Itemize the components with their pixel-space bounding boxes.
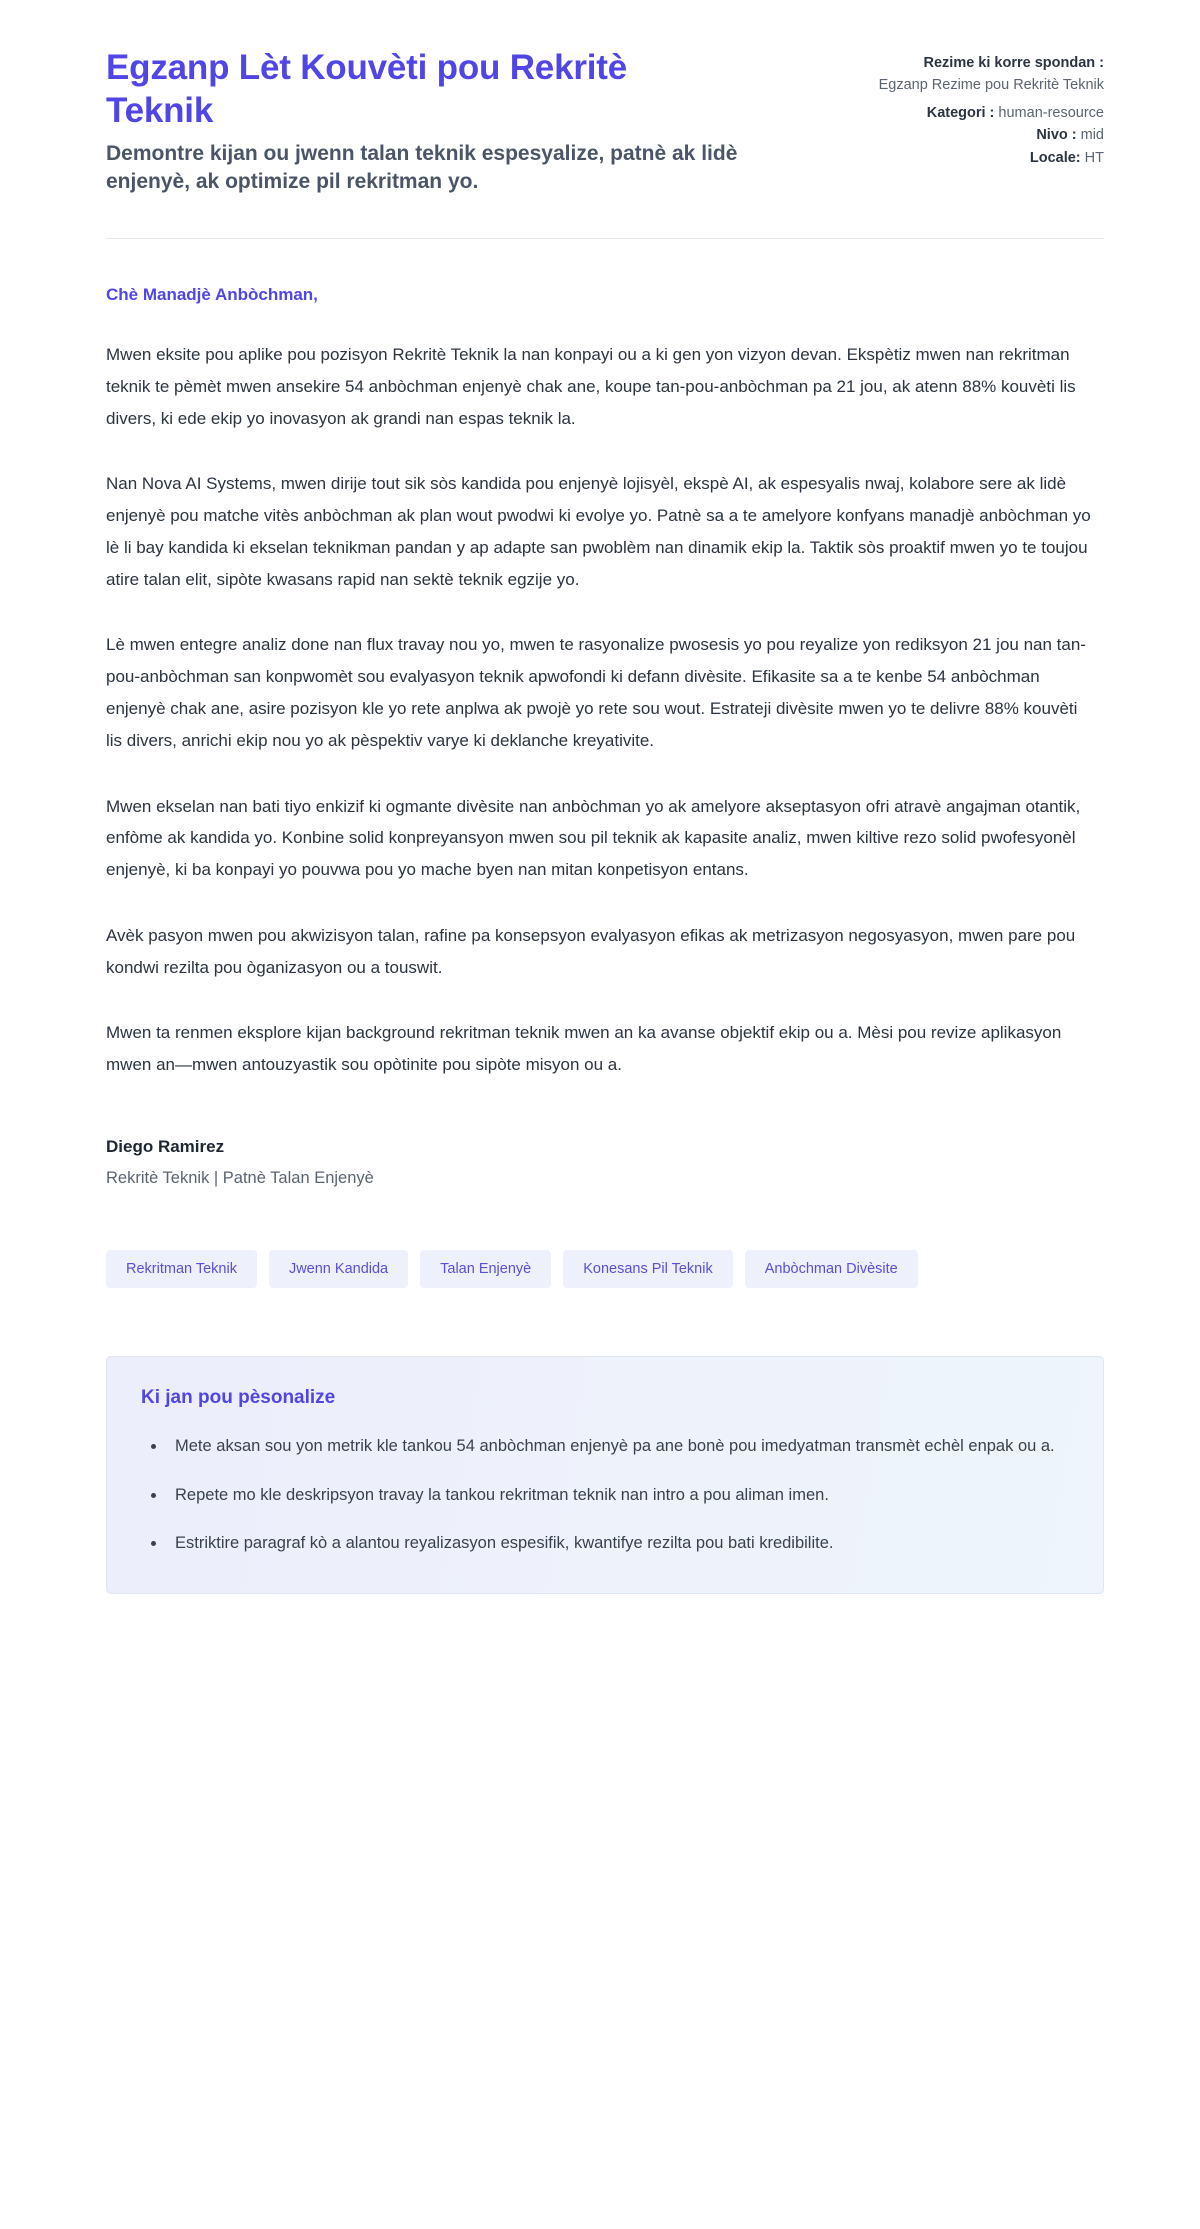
tag-chip[interactable]: Anbòchman Divèsite <box>745 1250 918 1288</box>
meta-level <box>879 125 1104 147</box>
page-title: Egzanp Lèt Kouvèti pou Rekritè Teknik <box>106 48 627 131</box>
document-metadata <box>879 46 1104 171</box>
header-divider <box>106 238 1104 239</box>
letter-paragraph: Lè mwen entegre analiz done nan flux travay nou yo, mwen te rasyonalize pwosesis yo pou reyalize yon rediksyon 21 jou nan tan-pou-anbòchman san konpwomèt sou evalyasyon teknik apwofondi ki defann divèsite. Efikasite sa a te kenbe 54 anbòchman enjenyè chak ane, asire pozisyon kle yo rete anplwa ak pwojè yo rete sou wout. Estrateji divèsite mwen yo te delivre 88% kouvèti lis divers, anrichi ekip nou yo ak pèspektiv varye ki deklanche kreyativite. <box>106 635 1086 750</box>
meta-locale <box>879 148 1104 170</box>
callout-list <box>141 1431 1069 1559</box>
tag-chip[interactable]: Konesans Pil Teknik <box>563 1250 733 1288</box>
meta-level-label: Nivo : <box>1036 127 1077 144</box>
meta-locale-value: HT <box>1084 150 1104 166</box>
letter-paragraph: Avèk pasyon mwen pou akwizisyon talan, rafine pa konsepsyon evalyasyon efikas ak metrizasyon negosyasyon, mwen pare pou kondwi rezilta pou òganizasyon ou a touswit. <box>106 925 1076 977</box>
letter-body <box>106 285 1104 1081</box>
letter-salutation: Chè Manadjè Anbòchman, <box>106 284 318 304</box>
meta-locale-label: Locale: <box>1029 150 1081 166</box>
page-subtitle: Demontre kijan ou jwenn talan teknik espesyalize, patnè ak lidè enjenyè, ak optimize pil rekritman yo. <box>106 142 738 194</box>
meta-related-resume <box>879 53 1104 97</box>
letter-paragraph: Mwen ekselan nan bati tiyo enkizif ki ogmante divèsite nan anbòchman yo ak amelyore akseptasyon ofri atravè angajman otantik, enfòme ak kandida yo. Konbine solid konpreyansyon mwen sou pil teknik ak kapasite analiz, mwen kiltive rezo solid pwofesyonèl enjenyè, ki ba konpayi yo pouvwa pou yo mache byen nan mitan konpetisyon entans. <box>106 796 1081 880</box>
letter-paragraph: Nan Nova AI Systems, mwen dirije tout sik sòs kandida pou enjenyè lojisyèl, ekspè AI, ak espesyalis nwaj, kolabore sere ak lidè enjenyè pou matche vitès anbòchman ak plan wout pwodwi ki evolye yo. Patnè sa a te amelyore konfyans manadjè anbòchman yo lè li bay kandida ki ekselan teknikman pandan y ap adapte san pwoblèm nan dinamik ekip la. Taktik sòs proaktif mwen yo te toujou atire talan elit, sipòte kwasans rapid nan sektè teknik egzije yo. <box>106 474 1091 589</box>
tag-list <box>106 1250 1104 1288</box>
header-title-group <box>106 46 806 196</box>
personalize-callout <box>106 1356 1104 1594</box>
meta-category <box>879 103 1104 125</box>
meta-related-resume-value: Egzanp Rezime pou Rekritè Teknik <box>878 76 1104 93</box>
letter-paragraph: Mwen ta renmen eksplore kijan background rekritman teknik mwen an ka avanse objektif ekip ou a. Mèsi pou revize aplikasyon mwen an—mwen antouzyastik sou opòtinite pou sipòte misyon ou a. <box>106 1023 1062 1075</box>
letter-signature <box>106 1137 1104 1188</box>
letter-paragraph: Mwen eksite pou aplike pou pozisyon Rekritè Teknik la nan konpayi ou a ki gen yon vizyon devan. Ekspètiz mwen nan rekritman teknik te pèmèt mwen ansekire 54 anbòchman enjenyè chak ane, koupe tan-pou-anbòchman pa 21 jou, ak atenn 88% kouvèti lis divers, ki ede ekip yo inovasyon ak grandi nan espas teknik la. <box>106 344 1076 428</box>
callout-title: Ki jan pou pèsonalize <box>141 1387 336 1408</box>
tag-chip[interactable]: Talan Enjenyè <box>420 1250 551 1288</box>
meta-category-label: Kategori : <box>926 104 995 121</box>
page-header <box>106 46 1104 196</box>
callout-list-item: • Estriktire paragraf kò a alantou reyalizasyon espesifik, kwantifye rezilta pou bati kredibilite. <box>167 1528 1069 1559</box>
tag-chip[interactable]: Jwenn Kandida <box>269 1250 408 1288</box>
signature-name: Diego Ramirez <box>106 1137 225 1156</box>
callout-list-item: • Mete aksan sou yon metrik kle tankou 54 anbòchman enjenyè pa ane bonè pou imedyatman transmèt echèl enpak ou a. <box>167 1431 1069 1462</box>
signature-role: Rekritè Teknik | Patnè Talan Enjenyè <box>106 1169 374 1187</box>
meta-related-resume-label: Rezime ki korre spondan : <box>923 55 1104 71</box>
meta-category-value: human-resource <box>998 104 1104 121</box>
meta-level-value: mid <box>1080 127 1104 144</box>
callout-list-item: • Repete mo kle deskripsyon travay la tankou rekritman teknik nan intro a pou aliman imen. <box>167 1480 1069 1511</box>
tag-chip[interactable]: Rekritman Teknik <box>106 1250 257 1288</box>
